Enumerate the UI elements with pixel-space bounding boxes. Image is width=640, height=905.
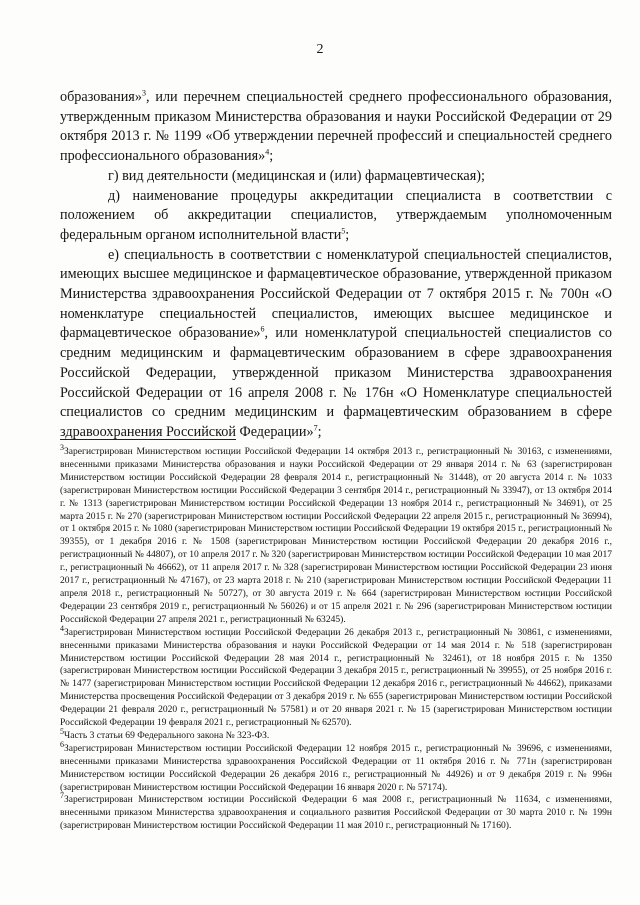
footnote: $^3$Зарегистрирован Министерством юстиции Российской Федерации 14 октября 2013 г., регистрационный № 30163, с изменениями, внесенными приказами Министерства образования и науки Российской Федерации от 29 января 2014 г. № 63 (зарегистрирован Министерством юстиции Российской Федерации 28 февраля 2014 г., регистрационный № 31448), от 20 августа 2014 г. № 1033 (зарегистрирован Министерством юстиции Российской Федерации 3 сентября 2014 г., регистрационный № 33947), от 13 октября 2014 г. № 1313 (зарегистрирован Министерством юстиции Российской Федерации 13 ноября 2014 г., регистрационный № 34691), от 25 марта 2015 г. № 270 (зарегистрирован Министерством юстиции Российской Федерации 22 апреля 2015 г., регистрационный № 36994), от 1 октября 2015 г. № 1080 (зарегистрирован Министерством юстиции Российской Федерации 19 октября 2015 г., регистрационный № 39355), от 1 декабря 2016 г. № 1508 (зарегистрирован Министерством юстиции Российской Федерации 20 декабря 2016 г., регистрационный № 44807), от 10 апреля 2017 г. № 320 (зарегистрирован Министерством юстиции Российской Федерации 10 мая 2017 г., регистрационный № 46662), от 11 апреля 2017 г. № 328 (зарегистрирован Министерством юстиции Российской Федерации 23 июня 2017 г., регистрационный № 47167), от 23 марта 2018 г. № 210 (зарегистрирован Министерством юстиции Российской Федерации 11 апреля 2018 г., регистрационный № 50727), от 30 августа 2019 г. № 664 (зарегистрирован Министерством юстиции Российской Федерации 23 сентября 2019 г., регистрационный № 56026) и от 15 апреля 2021 г. № 296 (зарегистрирован Министерством юстиции Российской Федерации 27 апреля 2021 г., регистрационный № 63245). (60, 442, 612, 625)
footnote: $^4$Зарегистрирован Министерством юстиции Российской Федерации 26 декабря 2013 г., регистрационный № 30861, с изменениями, внесенными приказами Министерства образования и науки Российской Федерации от 14 мая 2014 г. № 518 (зарегистрирован Министерством юстиции Российской Федерации 28 мая 2014 г., регистрационный № 32461), от 18 ноября 2015 г. № 1350 (зарегистрирован Министерством юстиции Российской Федерации 3 декабря 2015 г., регистрационный № 39955), от 25 ноября 2016 г. № 1477 (зарегистрирован Министерством юстиции Российской Федерации 12 декабря 2016 г., регистрационный № 44662), приказами Министерства просвещения Российской Федерации от 3 декабря 2019 г. № 655 (зарегистрирован Министерством юстиции Российской Федерации 21 февраля 2020 г., регистрационный № 57581) и от 20 января 2021 г. № 15 (зарегистрирован Министерством юстиции Российской Федерации 19 февраля 2021 г., регистрационный № 62570). (60, 623, 612, 729)
footnote-ref: 7 (313, 423, 318, 433)
footnotes (60, 442, 612, 833)
paragraph-item-d: д) наименование процедуры аккредитации специалиста в соответствии с положением об аккредитации специалистов, утверждаемым уполномоченным федеральным органом исполнительной власти$^5$; (60, 187, 612, 243)
page-number: 2 (316, 42, 324, 57)
footnote-separator (60, 439, 236, 440)
footnote-ref: 4 (265, 147, 270, 157)
footnote-ref: 6 (260, 324, 265, 334)
main-text (60, 88, 612, 443)
paragraph-continuation: образования»$^3$, или перечнем специальностей среднего профессионального образования, утвержденным приказом Министерства образования и науки Российской Федерации от 29 октября 2013 г. № 1199 «Об утверждении перечней профессий и специальностей среднего профессионального образования»$^4$; (60, 88, 612, 165)
footnote: $^7$Зарегистрирован Министерством юстиции Российской Федерации 6 мая 2008 г., регистрационный № 11634, с изменениями, внесенными приказом Министерства здравоохранения и социального развития Российской Федерации от 30 марта 2010 г. № 199н (зарегистрирован Министерством юстиции Российской Федерации 11 мая 2010 г., регистрационный № 17160). (60, 791, 612, 832)
footnote: $^6$Зарегистрирован Министерством юстиции Российской Федерации 12 ноября 2015 г., регистрационный № 39696, с изменениями, внесенными приказами Министерства здравоохранения Российской Федерации от 11 октября 2016 г. № 771н (зарегистрирован Министерством юстиции Российской Федерации 26 декабря 2016 г., регистрационный № 44926) и от 9 декабря 2019 г. № 996н (зарегистрирован Министерством юстиции Российской Федерации 16 января 2020 г. № 57174). (60, 739, 612, 793)
paragraph-item-g: г) вид деятельности (медицинская и (или) фармацевтическая); (108, 167, 485, 184)
footnote-ref: 3 (141, 88, 146, 98)
footnote-ref: 5 (341, 226, 346, 236)
paragraph-item-e: е) специальность в соответствии с номенклатурой специальностей специалистов, имеющих высшее медицинское и фармацевтическое образование, утвержденной приказом Министерства здравоохранения Российской Федерации от 7 октября 2015 г. № 700н «О номенклатуре специальностей специалистов, имеющих высшее медицинское и фармацевтическое образование»$^6$, или номенклатурой специальностей специалистов со средним медицинским и фармацевтическим образованием в сфере здравоохранения Российской Федерации, утвержденной приказом Министерства здравоохранения Российской Федерации от 16 апреля 2008 г. № 176н «О Номенклатуре специальностей специалистов со средним медицинским и фармацевтическим образованием в сфере здравоохранения Российской Федерации»$^7$; (60, 246, 612, 440)
footnote: $^5$Часть 3 статьи 69 Федерального закона № 323-ФЗ. (60, 726, 270, 741)
